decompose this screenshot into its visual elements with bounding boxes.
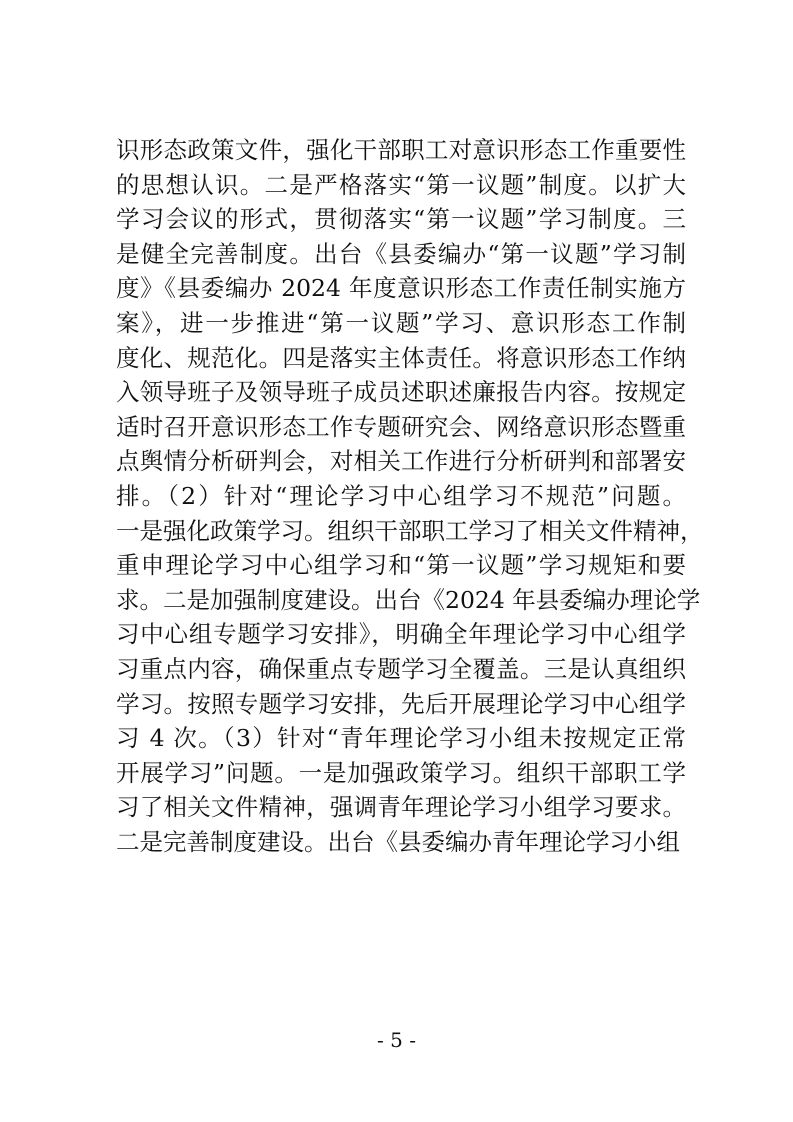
text-line: 入领导班子及领导班子成员述职述廉报告内容。按规定 <box>116 378 686 407</box>
page-number: - 5 - <box>377 1028 416 1052</box>
text-line: 是健全完善制度。出台《县委编办“第一议题”学习制 <box>116 239 686 268</box>
text-line: 度化、规范化。四是落实主体责任。将意识形态工作纳 <box>116 343 686 372</box>
text-line: 开展学习”问题。一是加强政策学习。组织干部职工学 <box>116 758 686 787</box>
text-line: 习了相关文件精神，强调青年理论学习小组学习要求。 <box>116 793 686 822</box>
text-line: 一是强化政策学习。组织干部职工学习了相关文件精神， <box>116 516 704 545</box>
text-line: 识形态政策文件，强化干部职工对意识形态工作重要性 <box>116 136 686 164</box>
text-line: 学习。按照专题学习安排，先后开展理论学习中心组学 <box>116 689 686 718</box>
body-text <box>116 133 704 859</box>
text-line: 案》，进一步推进“第一议题”学习、意识形态工作制 <box>116 308 686 337</box>
text-line: 习重点内容，确保重点专题学习全覆盖。三是认真组织 <box>116 654 686 683</box>
text-line: 二是完善制度建设。出台《县委编办青年理论学习小组 <box>116 827 680 856</box>
text-line: 学习会议的形式，贯彻落实“第一议题”学习制度。三 <box>116 205 686 234</box>
text-line: 习 4 次。（3）针对“青年理论学习小组未按规定正常 <box>116 724 686 753</box>
text-line: 习中心组专题学习安排》，明确全年理论学习中心组学 <box>116 620 686 649</box>
text-line: 排。（2）针对“理论学习中心组学习不规范”问题。 <box>116 481 686 510</box>
text-line: 求。二是加强制度建设。出台《2024 年县委编办理论学 <box>116 585 701 614</box>
text-line: 点舆情分析研判会，对相关工作进行分析研判和部署安 <box>116 447 686 476</box>
text-line: 适时召开意识形态工作专题研究会、网络意识形态暨重 <box>116 412 686 441</box>
text-line: 度》《县委编办 2024 年度意识形态工作责任制实施方 <box>116 274 686 303</box>
text-line: 重申理论学习中心组学习和“第一议题”学习规矩和要 <box>116 551 686 580</box>
text-line: 的思想认识。二是严格落实“第一议题”制度。以扩大 <box>116 170 686 199</box>
